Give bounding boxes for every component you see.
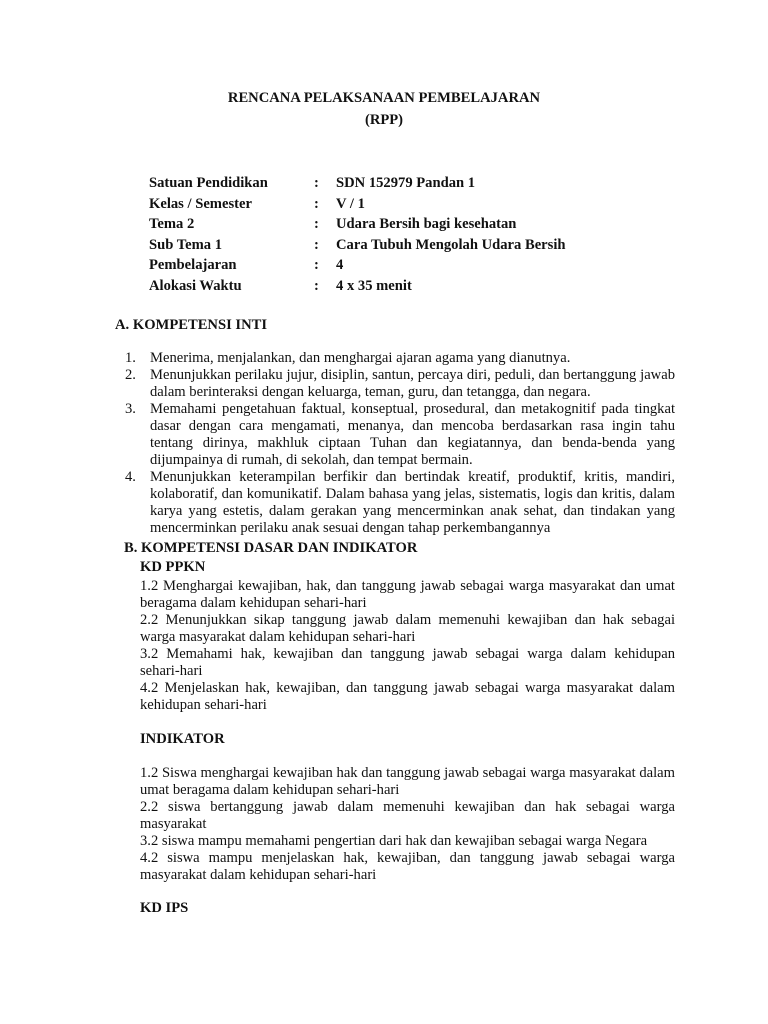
section-a-heading: A. KOMPETENSI INTI <box>115 317 268 333</box>
identity-value: 4 <box>336 257 344 273</box>
indikator-list <box>140 765 675 884</box>
kd-ppkn-item: 2.2 Menunjukkan sikap tanggung jawab dalam memenuhi kewajiban dan hak sebagai warga masyarakat dalam kehidupan sehari-hari <box>140 612 675 645</box>
identity-value: V / 1 <box>336 195 365 212</box>
identity-label: Tema 2 <box>149 216 195 232</box>
indikator-heading: INDIKATOR <box>140 731 225 747</box>
identity-value: Udara Bersih bagi kesehatan <box>336 216 517 232</box>
list-number: 4. <box>125 469 136 485</box>
kd-ppkn-list <box>140 578 675 714</box>
identity-label: Pembelajaran <box>149 257 237 273</box>
identity-label: Alokasi Waktu <box>149 277 242 294</box>
list-text: Menunjukkan perilaku jujur, disiplin, santun, percaya diri, peduli, dan bertanggung jawab dalam berinteraksi dengan keluarga, teman, guru, dan tetangga, dan negara. <box>150 367 675 400</box>
kd-ppkn-item: 1.2 Menghargai kewajiban, hak, dan tanggung jawab sebagai warga masyarakat dan umat beragama dalam kehidupan sehari-hari <box>140 578 675 611</box>
list-text: Menerima, menjalankan, dan menghargai ajaran agama yang dianutnya. <box>150 350 571 366</box>
indikator-item: 2.2 siswa bertanggung jawab dalam memenuhi kewajiban dan hak sebagai warga masyarakat <box>140 799 675 832</box>
kompetensi-inti-list <box>115 350 675 537</box>
indikator-item: 3.2 siswa mampu memahami pengertian dari hak dan kewajiban sebagai warga Negara <box>140 833 648 849</box>
kd-ips-heading: KD IPS <box>140 900 189 916</box>
list-item <box>115 350 675 367</box>
identity-label: Satuan Pendidikan <box>149 175 268 191</box>
list-text: Menunjukkan keterampilan berfikir dan bertindak kreatif, produktif, kritis, mandiri, kolaboratif, dan komunikatif. Dalam bahasa yang jelas, sistematis, logis dan kritis, dalam karya yang estetis, dalam gerakan yang mencerminkan anak sehat, dan tindakan yang mencerminkan perilaku anak sesuai dengan tahap perkembangannya <box>150 469 675 536</box>
identity-separator: : <box>314 195 319 212</box>
document-subtitle: (RPP) <box>364 112 404 128</box>
list-number: 1. <box>125 350 136 366</box>
list-item <box>115 401 675 469</box>
identity-value: Cara Tubuh Mengolah Udara Bersih <box>336 236 566 253</box>
kd-ppkn-item: 3.2 Memahami hak, kewajiban dan tanggung jawab sebagai warga dalam kehidupan sehari-hari <box>140 646 675 679</box>
indikator-item: 1.2 Siswa menghargai kewajiban hak dan tanggung jawab sebagai warga masyarakat dalam umat beragama dalam kehidupan sehari-hari <box>140 765 675 798</box>
list-number: 3. <box>125 401 136 417</box>
identity-separator: : <box>314 257 319 273</box>
identity-separator: : <box>314 216 319 232</box>
identity-label: Kelas / Semester <box>149 195 252 212</box>
list-item <box>115 469 675 537</box>
identity-label: Sub Tema 1 <box>149 236 223 253</box>
identity-separator: : <box>314 236 319 253</box>
identity-value: 4 x 35 menit <box>336 277 412 294</box>
kd-ppkn-item: 4.2 Menjelaskan hak, kewajiban, dan tanggung jawab sebagai warga masyarakat dalam kehidupan sehari-hari <box>140 680 675 713</box>
identity-separator: : <box>314 277 319 294</box>
indikator-item: 4.2 siswa mampu menjelaskan hak, kewajiban, dan tanggung jawab sebagai warga masyarakat dalam kehidupan sehari-hari <box>140 850 675 883</box>
list-number: 2. <box>125 367 136 383</box>
identity-separator: : <box>314 175 319 191</box>
section-b-heading: B. KOMPETENSI DASAR DAN INDIKATOR <box>124 540 418 556</box>
kd-ppkn-heading: KD PPKN <box>140 559 206 575</box>
list-item <box>115 367 675 401</box>
identity-value: SDN 152979 Pandan 1 <box>336 175 476 191</box>
list-text: Memahami pengetahuan faktual, konseptual, prosedural, dan metakognitif pada tingkat dasar dengan cara mengamati, menanya, dan mencoba berdasarkan rasa ingin tahu tentang dirinya, makhluk ciptaan Tuhan dan kegiatannya, dan benda-benda yang dijumpainya di rumah, di sekolah, dan tempat bermain. <box>150 401 675 468</box>
document-title: RENCANA PELAKSANAAN PEMBELAJARAN <box>227 90 541 106</box>
